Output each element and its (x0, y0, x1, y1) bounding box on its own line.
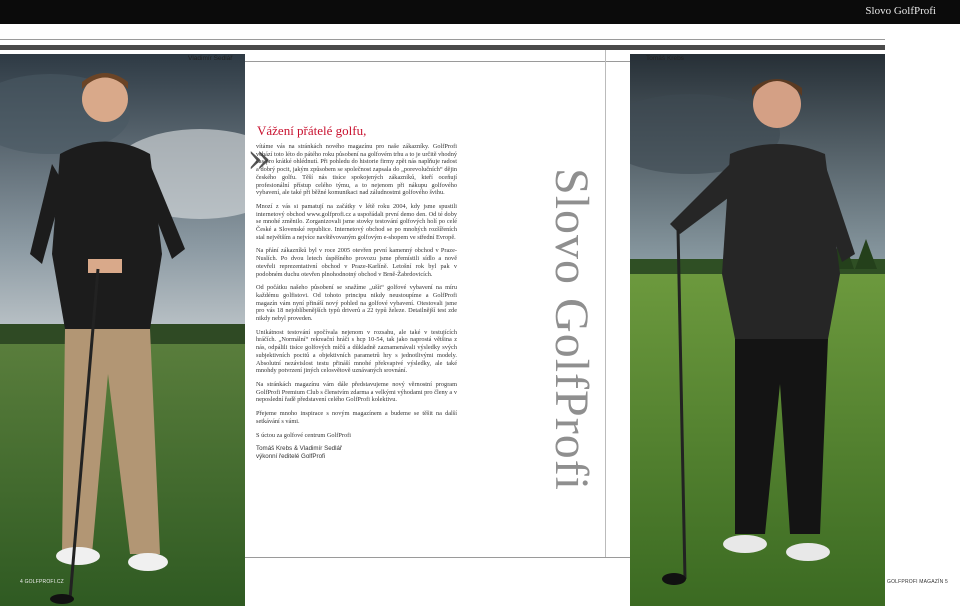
side-title (545, 168, 603, 528)
article-heading: Vážení přátelé golfu, (257, 123, 367, 138)
article-paragraph: Mnozí z vás si pamatují na začátky v létě roku 2004, kdy jsme spustili internetový obchod www.golfprofi.cz a uspořádali první demo den. Od té doby se mnohé změnilo. Zorganizovali jsme stovky testování golfových holí po celé České a Slovenské republice. Internetový obchod se po mnohých rozšířeních stal největším a nejvíce navštěvovaným golfovým e-shopem ve střední Evropě. (256, 202, 457, 241)
article-paragraph: Na stránkách magazínu vám dále představujeme nový věrnostní program GolfProfi Premium Club s členstvím zdarma a velkými výhodami pro členy a v neposlední řadě představení celého GolfProfi kolektivu. (256, 380, 457, 404)
article-paragraph: Na přání zákazníků byl v roce 2005 otevřen první kamenný obchod v Praze-Nuslích. Po dvou letech úspěšného provozu jsme přemístili sídlo a nově otevřeli reprezentativní obchod v Praze-Karlíně. Letošní rok byl pak v podobném duchu otevřen plnohodnotný obchod v Brně-Žabrdovicích. (256, 247, 457, 278)
top-bar (0, 0, 960, 24)
article-body (256, 143, 457, 461)
golfer-photo-left (0, 54, 245, 606)
signature-role: výkonní ředitelé GolfProfi (256, 453, 326, 460)
article-paragraph: Přejeme mnoho inspirace s novým magazínem a budeme se těšit na další setkávání s vámi. (256, 410, 457, 425)
section-title: Slovo GolfProfi (865, 5, 936, 17)
page-number-right: GOLFPROFI MAGAZÍN 5 (887, 579, 949, 585)
article-paragraph: Od počátku našeho působení se snažíme „ušít“ golfové vybavení na míru každému golfistovi. Od tohoto principu nikdy neustoupíme a GolfProfi magazín vám nyní přináší nový pohled na golfové vybavení. Otestovali jsme pro vás 18 nejoblíbenějších typů driverů a 22 typů železe. Detailnější test zde nikdy nebyl proveden. (256, 284, 457, 323)
bottom-rule (245, 557, 630, 558)
article-paragraph: Unikátnost testování spočívala nejenom v rozsahu, ale také v testujících hráčích. „Normální“ rekreační hráči s hcp 10-54, tak jako naprostá většina z nás, odpálili tisíce golfových míčů a důkladně zaznamenávali výsledky svých subjektivních pocitů a objektivních parametrů hry s jednotlivými modely. Absolutní nezávislost testu přináší mnohé překvapivé výsledky, ale také mnohdy potvrzení jiných celosvětově uznávaných srovnání. (256, 328, 457, 375)
signature (256, 445, 457, 461)
side-column-rule (605, 50, 606, 557)
photo-label-right: Tomáš Krebs (646, 55, 684, 62)
photo-label-left: Vladimír Sedlář (188, 55, 233, 62)
header-thin-rule (0, 39, 885, 40)
header-rule (0, 45, 885, 50)
signature-names: Tomáš Krebs & Vladimír Sedlář (256, 445, 342, 453)
column-rule (245, 61, 630, 62)
photo-vladimir-sedlar (0, 54, 245, 606)
photo-tomas-krebs (630, 54, 885, 606)
page-number-left: 4 GOLFPROFI.CZ (20, 579, 64, 585)
side-title-text: Slovo GolfProfi (545, 168, 598, 492)
article-paragraph: vítáme vás na stránkách nového magazínu pro naše zákazníky. GolfProfi vchází toto léto do pátého roku působení na golfovém trhu a to je určitě vhodný čas pro krátké ohlédnutí. Při pohledu do historie firmy zpět nás naplňuje radost a dobrý pocit, jakým způsobem se společnost zapsala do „porevolučních“ dějin českého golfu. Těší nás tisíce spokojených zákazníků, kteří oceňují profesionální přístup celého týmu, a to nejenom při nákupu golfového vybavení, ale také při běžné komunikaci nad záludnostmi golfového švihu. (256, 143, 457, 197)
golfer-photo-right (630, 54, 885, 606)
article-paragraph: S úctou za golfové centrum GolfProfi (256, 431, 351, 439)
quote-mark-icon: » (247, 136, 272, 182)
